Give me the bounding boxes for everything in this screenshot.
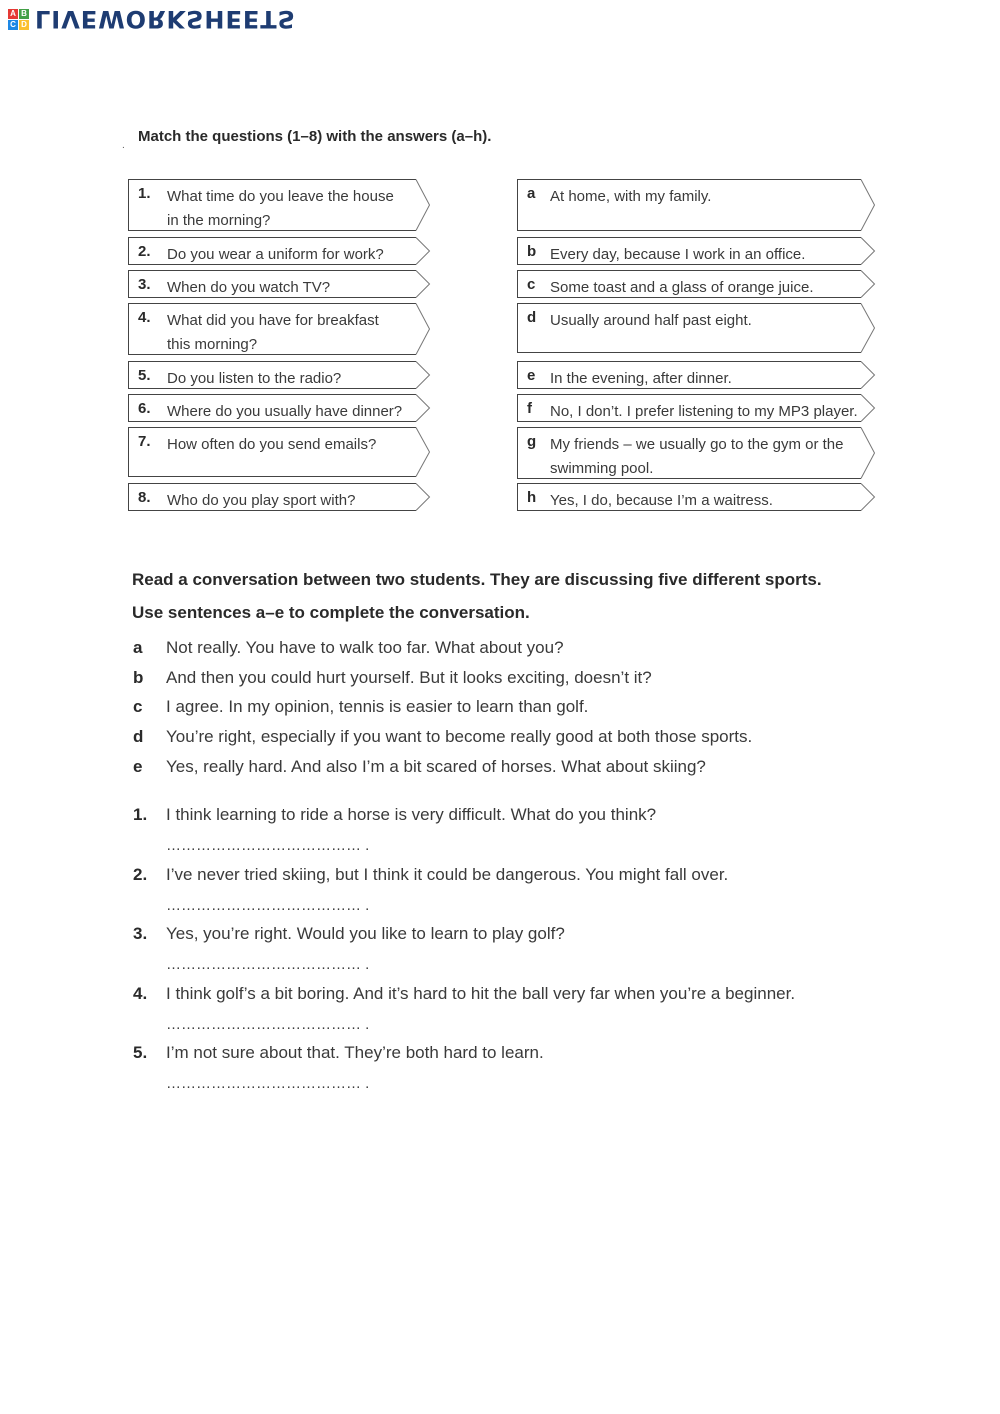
text-line-1: When do you watch TV?: [167, 279, 331, 296]
answer-text: [550, 276, 814, 300]
stray-mark: .: [122, 140, 125, 151]
text-line-1: How often do you send emails?: [167, 436, 377, 453]
answer-box-g[interactable]: [517, 427, 875, 479]
text-line-1: My friends – we usually go to the gym or the: [550, 436, 844, 453]
question-box-6[interactable]: [128, 394, 430, 422]
sentence-text: I agree. In my opinion, tennis is easier to learn than golf.: [166, 697, 589, 716]
answer-box-f[interactable]: [517, 394, 875, 422]
sentence-text: Not really. You have to walk too far. What about you?: [166, 638, 564, 657]
answer-letter: h: [527, 489, 537, 506]
answer-letter: e: [527, 367, 536, 384]
answer-letter: a: [527, 185, 536, 202]
answer-text: [550, 243, 805, 267]
question-text: [167, 489, 355, 513]
question-text: [167, 433, 376, 457]
answer-blank-4[interactable]: ………………………………… .: [166, 1016, 370, 1033]
question-number: 5.: [138, 367, 151, 384]
sentence-letter: b: [133, 668, 144, 687]
question-text: [167, 276, 330, 300]
question-box-7[interactable]: [128, 427, 430, 477]
question-box-2[interactable]: [128, 237, 430, 265]
question-text: [167, 185, 394, 233]
question-number: 6.: [138, 400, 151, 417]
question-number: 8.: [138, 489, 151, 506]
dialogue-number: 5.: [133, 1043, 148, 1062]
dialogue-line-4: [133, 984, 795, 1004]
answer-text: [550, 433, 843, 481]
answer-blank-1[interactable]: ………………………………… .: [166, 837, 370, 854]
sentence-letter: d: [133, 727, 144, 746]
sentence-letter: c: [133, 697, 143, 716]
answer-box-h[interactable]: [517, 483, 875, 511]
answer-box-a[interactable]: [517, 179, 875, 231]
text-line-1: Do you listen to the radio?: [167, 370, 342, 387]
answer-box-e[interactable]: [517, 361, 875, 389]
question-box-8[interactable]: [128, 483, 430, 511]
question-box-5[interactable]: [128, 361, 430, 389]
dialogue-number: 4.: [133, 984, 148, 1003]
answer-letter: c: [527, 276, 536, 293]
text-line-1: Some toast and a glass of orange juice.: [550, 279, 814, 296]
section1-instruction: Match the questions (1–8) with the answers (a–h).: [138, 128, 492, 145]
question-box-4[interactable]: [128, 303, 430, 355]
question-number: 3.: [138, 276, 151, 293]
sentence-option-b: [133, 668, 652, 688]
dialogue-line-2: [133, 865, 728, 885]
dialogue-number: 3.: [133, 924, 148, 943]
dialogue-text: I’ve never tried skiing, but I think it could be dangerous. You might fall over.: [166, 865, 729, 884]
answer-text: [550, 185, 711, 209]
text-line-1: Do you wear a uniform for work?: [167, 246, 384, 263]
question-number: 7.: [138, 433, 151, 450]
text-line-1: What time do you leave the house: [167, 188, 394, 205]
text-line-2: swimming pool.: [550, 460, 654, 477]
sentence-text: You’re right, especially if you want to become really good at both those sports.: [166, 727, 753, 746]
text-line-1: Every day, because I work in an office.: [550, 246, 806, 263]
question-text: [167, 367, 341, 391]
answer-box-c[interactable]: [517, 270, 875, 298]
logo-blocks-icon: A B C D: [8, 9, 29, 30]
text-line-1: What did you have for breakfast: [167, 312, 379, 329]
sentence-text: And then you could hurt yourself. But it looks exciting, doesn’t it?: [166, 668, 652, 687]
logo-text: LIVEWORKSHEETS: [35, 5, 296, 33]
text-line-1: Usually around half past eight.: [550, 312, 752, 329]
text-line-1: No, I don’t. I prefer listening to my MP3 player.: [550, 403, 858, 420]
section2-instruction-line2: Use sentences a–e to complete the conversation.: [132, 603, 530, 622]
question-number: 4.: [138, 309, 151, 326]
dialogue-line-1: [133, 805, 656, 825]
sentence-letter: e: [133, 757, 143, 776]
dialogue-text: I’m not sure about that. They’re both hard to learn.: [166, 1043, 544, 1062]
text-line-2: in the morning?: [167, 212, 271, 229]
sentence-letter: a: [133, 638, 143, 657]
sentence-option-c: [133, 697, 588, 717]
dialogue-line-3: [133, 924, 565, 944]
sentence-text: Yes, really hard. And also I’m a bit scared of horses. What about skiing?: [166, 757, 706, 776]
answer-text: [550, 400, 858, 424]
answer-letter: d: [527, 309, 537, 326]
answer-text: [550, 489, 773, 513]
dialogue-number: 1.: [133, 805, 148, 824]
question-box-3[interactable]: [128, 270, 430, 298]
dialogue-number: 2.: [133, 865, 148, 884]
answer-letter: f: [527, 400, 532, 417]
question-text: [167, 243, 384, 267]
text-line-1: Who do you play sport with?: [167, 492, 356, 509]
question-text: [167, 400, 402, 424]
sentence-option-e: [133, 757, 706, 777]
text-line-1: In the evening, after dinner.: [550, 370, 732, 387]
answer-blank-3[interactable]: ………………………………… .: [166, 956, 370, 973]
answer-box-d[interactable]: [517, 303, 875, 353]
answer-blank-5[interactable]: ………………………………… .: [166, 1075, 370, 1092]
answer-letter: b: [527, 243, 537, 260]
dialogue-text: I think golf’s a bit boring. And it’s hard to hit the ball very far when you’re a beginner.: [166, 984, 796, 1003]
text-line-1: At home, with my family.: [550, 188, 712, 205]
liveworksheets-logo: [8, 4, 296, 34]
question-number: 2.: [138, 243, 151, 260]
text-line-2: this morning?: [167, 336, 258, 353]
dialogue-text: Yes, you’re right. Would you like to learn to play golf?: [166, 924, 565, 943]
answer-text: [550, 367, 732, 391]
section2-instruction-line1: Read a conversation between two students. They are discussing five different sports.: [132, 570, 822, 589]
dialogue-line-5: [133, 1043, 544, 1063]
sentence-option-d: [133, 727, 752, 747]
question-text: [167, 309, 379, 357]
answer-text: [550, 309, 752, 333]
text-line-1: Yes, I do, because I’m a waitress.: [550, 492, 773, 509]
answer-blank-2[interactable]: ………………………………… .: [166, 897, 370, 914]
sentence-option-a: [133, 638, 564, 658]
question-number: 1.: [138, 185, 151, 202]
question-box-1[interactable]: [128, 179, 430, 231]
dialogue-text: I think learning to ride a horse is very difficult. What do you think?: [166, 805, 657, 824]
text-line-1: Where do you usually have dinner?: [167, 403, 403, 420]
answer-box-b[interactable]: [517, 237, 875, 265]
answer-letter: g: [527, 433, 537, 450]
